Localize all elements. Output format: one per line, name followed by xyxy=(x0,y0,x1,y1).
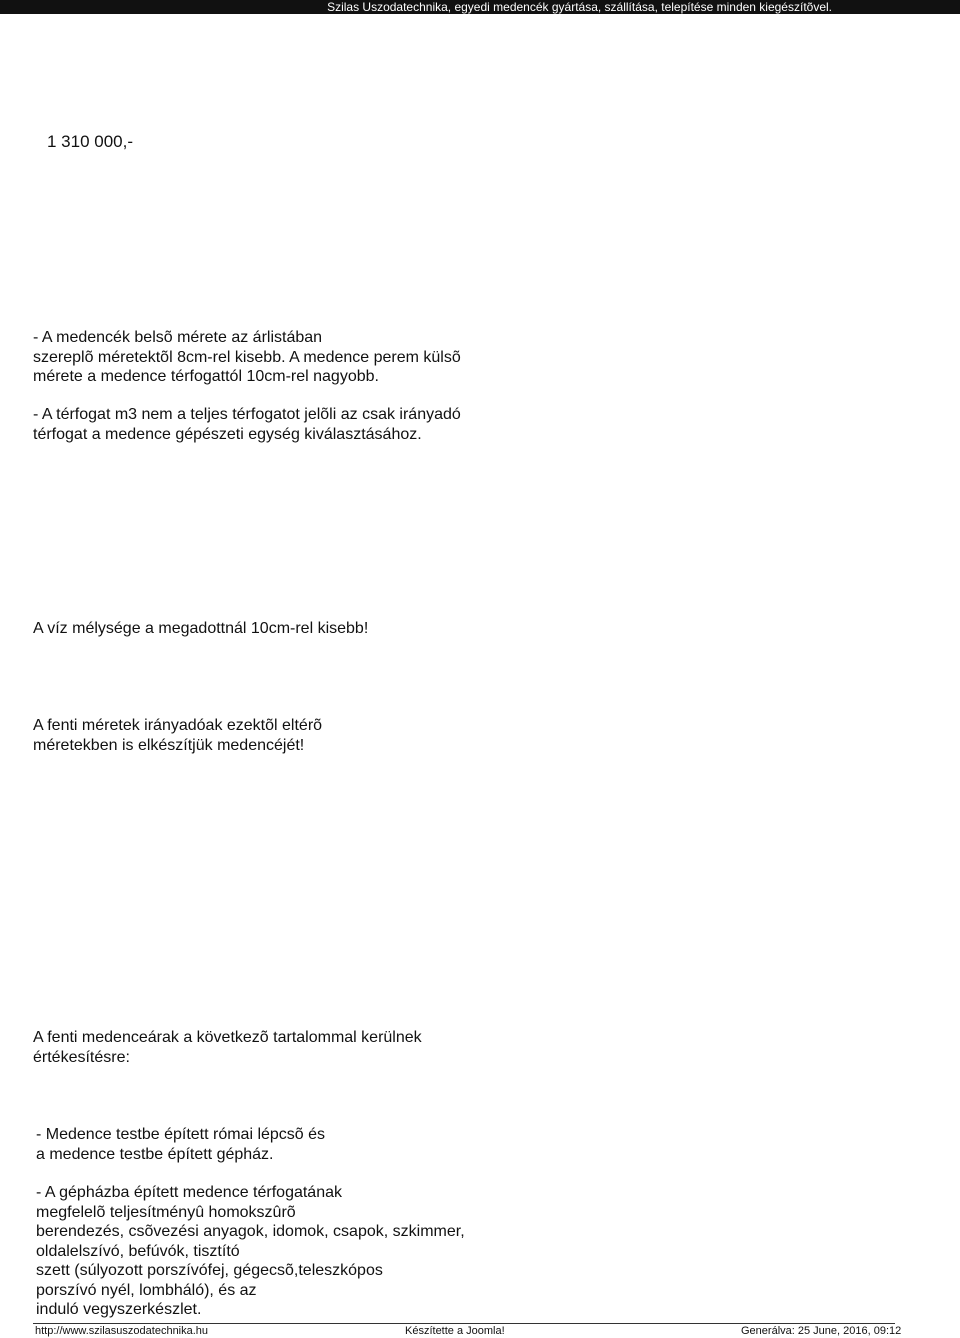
text-line: oldalelszívó, befúvók, tisztító xyxy=(36,1242,240,1260)
text-line: - Medence testbe épített római lépcsõ és xyxy=(36,1126,326,1143)
footer-made-by: Készítette a Joomla! xyxy=(405,1325,505,1337)
volume-note-paragraph xyxy=(33,405,461,444)
text-line: A fenti méretek irányadóak ezektõl eltérõ xyxy=(33,717,323,734)
footer-generated-date: Generálva: 25 June, 2016, 09:12 xyxy=(741,1325,902,1337)
text-line: induló vegyszerkészlet. xyxy=(36,1301,202,1318)
list-item xyxy=(36,1125,325,1164)
text-line: - A medencék belsõ mérete az árlistában xyxy=(33,329,323,346)
text-line: méretekben is elkészítjük medencéjét! xyxy=(33,736,305,754)
text-line: térfogat a medence gépészeti egység kiválasztásához. xyxy=(33,425,422,443)
text-line: A fenti medenceárak a következõ tartalommal kerülnek xyxy=(33,1029,422,1046)
custom-size-paragraph xyxy=(33,716,322,755)
footer-url-link[interactable]: http://www.szilasuszodatechnika.hu xyxy=(35,1325,209,1337)
text-line: berendezés, csõvezési anyagok, idomok, csapok, szkimmer, xyxy=(36,1223,465,1240)
price: 1 310 000,- xyxy=(47,132,134,151)
header-bar xyxy=(0,0,960,14)
text-line: szett (súlyozott porszívófej, gégecsõ,teleszkópos xyxy=(36,1262,383,1279)
depth-note-paragraph: A víz mélysége a megadottnál 10cm-rel kisebb! xyxy=(33,620,369,637)
text-line: értékesítésre: xyxy=(33,1048,130,1066)
text-line: megfelelõ teljesítményû homokszûrõ xyxy=(36,1203,296,1221)
text-line: - A gépházba épített medence térfogatának xyxy=(36,1184,342,1201)
text-line: szereplõ méretektõl 8cm-rel kisebb. A medence perem külsõ xyxy=(33,348,461,366)
list-item xyxy=(36,1183,465,1320)
text-line: a medence testbe épített gépház. xyxy=(36,1145,274,1163)
site-title: Szilas Uszodatechnika, egyedi medencék gyártása, szállítása, telepítése minden kiegészítõvel. xyxy=(327,0,832,14)
footer-divider xyxy=(33,1323,895,1324)
text-line: - A térfogat m3 nem a teljes térfogatot jelõli az csak irányadó xyxy=(33,406,461,423)
contents-intro-paragraph xyxy=(33,1028,422,1067)
size-note-paragraph xyxy=(33,328,461,387)
text-line: mérete a medence térfogattól 10cm-rel nagyobb. xyxy=(33,368,379,385)
text-line: porszívó nyél, lombháló), és az xyxy=(36,1281,257,1299)
